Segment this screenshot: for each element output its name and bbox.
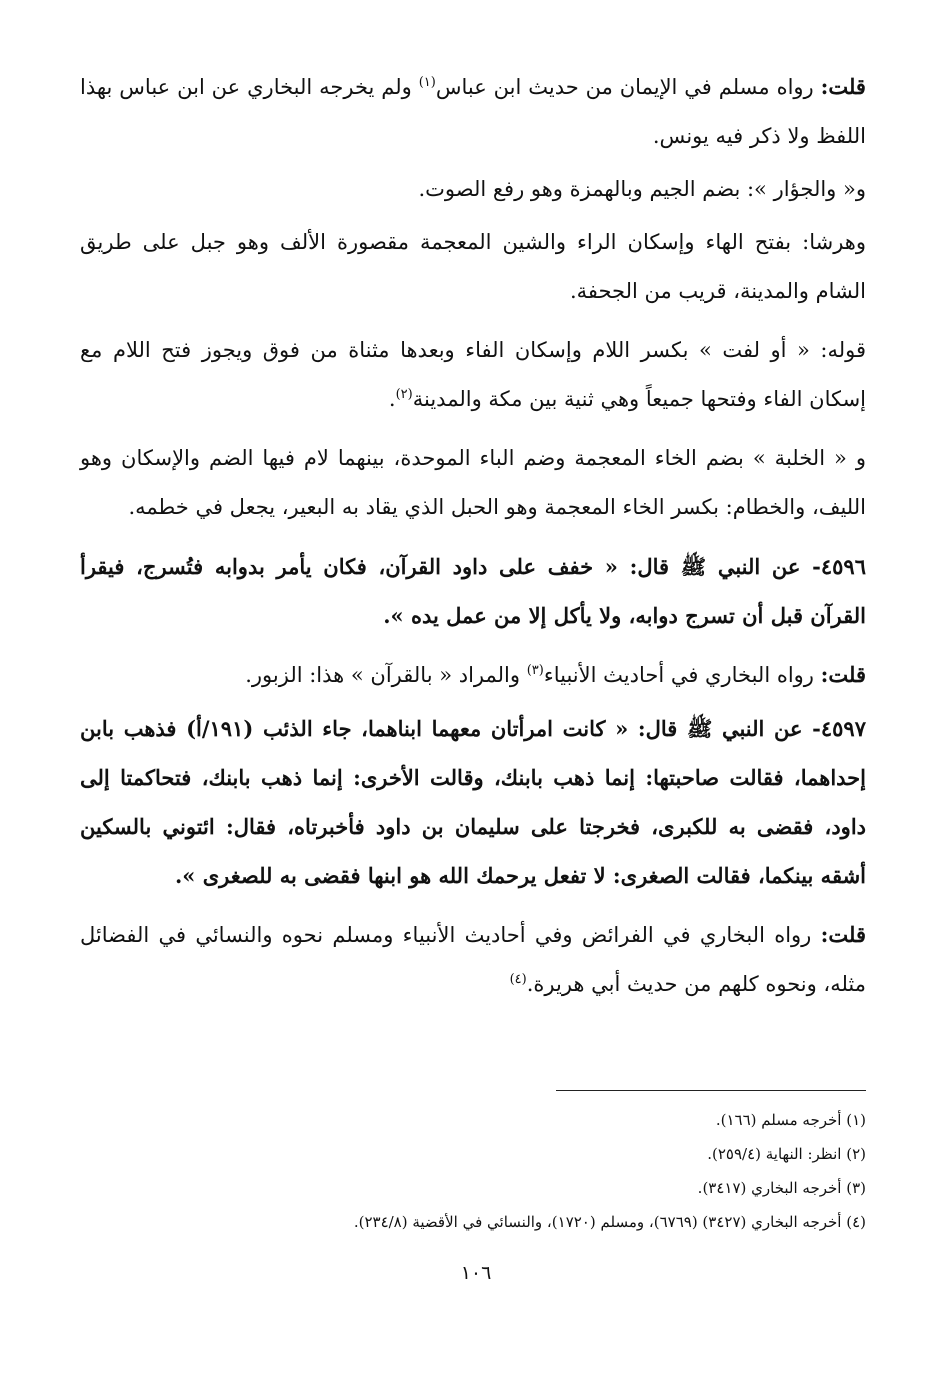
- paragraph-lead: قلت:: [820, 74, 866, 99]
- comment-lead: قلت:: [820, 922, 866, 947]
- comment-lead: قلت:: [820, 662, 866, 687]
- footnote-ref: (١): [418, 75, 436, 90]
- paragraph-comment-muslim: [80, 62, 866, 161]
- footnotes-section: [86, 1090, 866, 1239]
- paragraph-tail: ولم يخرجه البخاري عن ابن عباس بهذا اللفظ ولا ذكر فيه يونس.: [80, 75, 866, 148]
- main-text: [80, 62, 866, 1009]
- page-number: ١٠٦: [460, 1262, 492, 1284]
- paragraph-harsha: [80, 218, 866, 316]
- hadith-4596: [80, 542, 866, 640]
- paragraph-text: رواه مسلم في الإيمان من حديث ابن عباس: [435, 75, 821, 99]
- paragraph-text: و« والجؤار »: بضم الجيم وبالهمزة وهو رفع الصوت.: [418, 177, 866, 201]
- hadith-text: ٤٥٩٧- عن النبي ﷺ قال: « كانت امرأتان معهما ابناهما، جاء الذئب (١٩١/أ) فذهب بابن إحداهما، فقالت صاحبتها: إنما ذهب بابنك، وقالت الأخرى: إنما ذهب بابنك، فتحاكمتا إلى داود، فقضى به للكبرى، فخرجتا على سليمان بن داود فأخبرتاه، فقال: ائتوني بالسكين أشقه بينكما، فقالت الصغرى: لا تفعل يرحمك الله هو ابنها فقضى به للصغرى ».: [80, 716, 866, 888]
- paragraph-text: و « الخلبة » بضم الخاء المعجمة وضم الباء الموحدة، بينهما لام فيها الضم والإسكان وهو الليف، والخطام: بكسر الخاء المعجمة وهو الحبل الذي يقاد به البعير، يجعل في خطمه.: [80, 446, 866, 519]
- footnote-ref: (٤): [509, 972, 527, 987]
- paragraph-text: وهرشا: بفتح الهاء وإسكان الراء والشين المعجمة مقصورة الألف وهو جبل على طريق الشام والمدينة، قريب من الجحفة.: [80, 230, 866, 303]
- footnote-item: (٣) أخرجه البخاري (٣٤١٧).: [697, 1179, 866, 1197]
- footnote-item: (٢) انظر: النهاية (٢٥٩/٤).: [707, 1145, 866, 1163]
- comment-text: رواه البخاري في أحاديث الأنبياء: [543, 663, 821, 687]
- paragraph-khulba: [80, 434, 866, 532]
- comment-text: رواه البخاري في الفرائض وفي أحاديث الأنبياء ومسلم نحوه والنسائي في الفضائل مثله، ونحوه كلهم من حديث أبي هريرة.: [80, 923, 866, 996]
- comment-4596: [80, 650, 866, 700]
- paragraph-tail: .: [388, 387, 396, 411]
- footnote-ref: (٢): [395, 387, 413, 402]
- comment-tail: والمراد « بالقرآن » هذا: الزبور.: [245, 663, 527, 687]
- footnote-item: (٤) أخرجه البخاري (٣٤٢٧) (٦٧٦٩)، ومسلم (١٧٢٠)، والنسائي في الأقضية (٢٣٤/٨).: [353, 1213, 866, 1231]
- footnote-list: [86, 1103, 866, 1239]
- hadith-text: ٤٥٩٦- عن النبي ﷺ قال: « خفف على داود القرآن، فكان يأمر بدوابه فتُسرج، فيقرأ القرآن قبل أن تسرج دوابه، ولا يأكل إلا من عمل يده ».: [80, 554, 866, 628]
- footnote-item: (١) أخرجه مسلم (١٦٦).: [715, 1111, 866, 1129]
- paragraph-text: قوله: « أو لفت » بكسر اللام وإسكان الفاء وبعدها مثناة من فوق ويجوز فتح اللام مع إسكان الفاء وفتحها جميعاً وهي ثنية بين مكة والمدينة: [80, 338, 866, 411]
- paragraph-laft: [80, 326, 866, 424]
- footnote-divider: [556, 1090, 866, 1091]
- paragraph-jiwar: [80, 165, 866, 214]
- comment-4597: [80, 910, 866, 1009]
- footnote-ref: (٣): [526, 663, 544, 678]
- hadith-4597: [80, 704, 866, 900]
